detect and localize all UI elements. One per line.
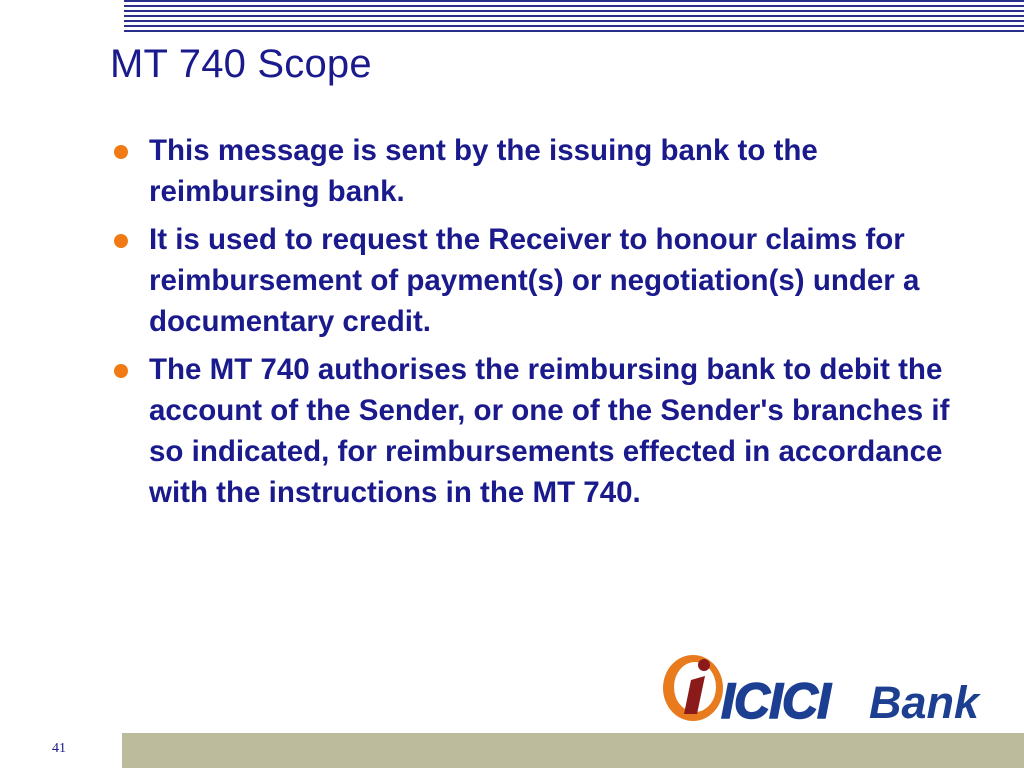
bullet-list bbox=[110, 130, 990, 520]
bullet-text: This message is sent by the issuing bank to the reimbursing bank. bbox=[149, 134, 818, 208]
top-stripe-decoration bbox=[124, 0, 1024, 34]
bullet-text: The MT 740 authorises the reimbursing bank to debit the account of the Sender, or one of the Sender's branches if so indicated, for reimbursements effected in accordance with the instructions in the MT 740. bbox=[149, 353, 950, 509]
bottom-band bbox=[122, 733, 1024, 768]
bullet-dot-icon bbox=[110, 130, 149, 171]
bullet-dot-icon bbox=[110, 219, 149, 260]
slide-title: MT 740 Scope bbox=[110, 42, 372, 86]
logo-suffix: Bank bbox=[869, 677, 980, 728]
page-number: 41 bbox=[52, 741, 66, 756]
icici-bank-logo bbox=[655, 650, 1005, 730]
bullet-dot-icon bbox=[110, 349, 149, 390]
bullet-text: It is used to request the Receiver to honour claims for reimbursement of payment(s) or negotiation(s) under a documentary credit. bbox=[149, 223, 920, 338]
icici-logo-icon bbox=[663, 655, 723, 721]
logo-wordmark: ICICI bbox=[721, 673, 830, 729]
bullet-item bbox=[110, 349, 990, 513]
bullet-item bbox=[110, 130, 990, 212]
bullet-item bbox=[110, 219, 990, 342]
